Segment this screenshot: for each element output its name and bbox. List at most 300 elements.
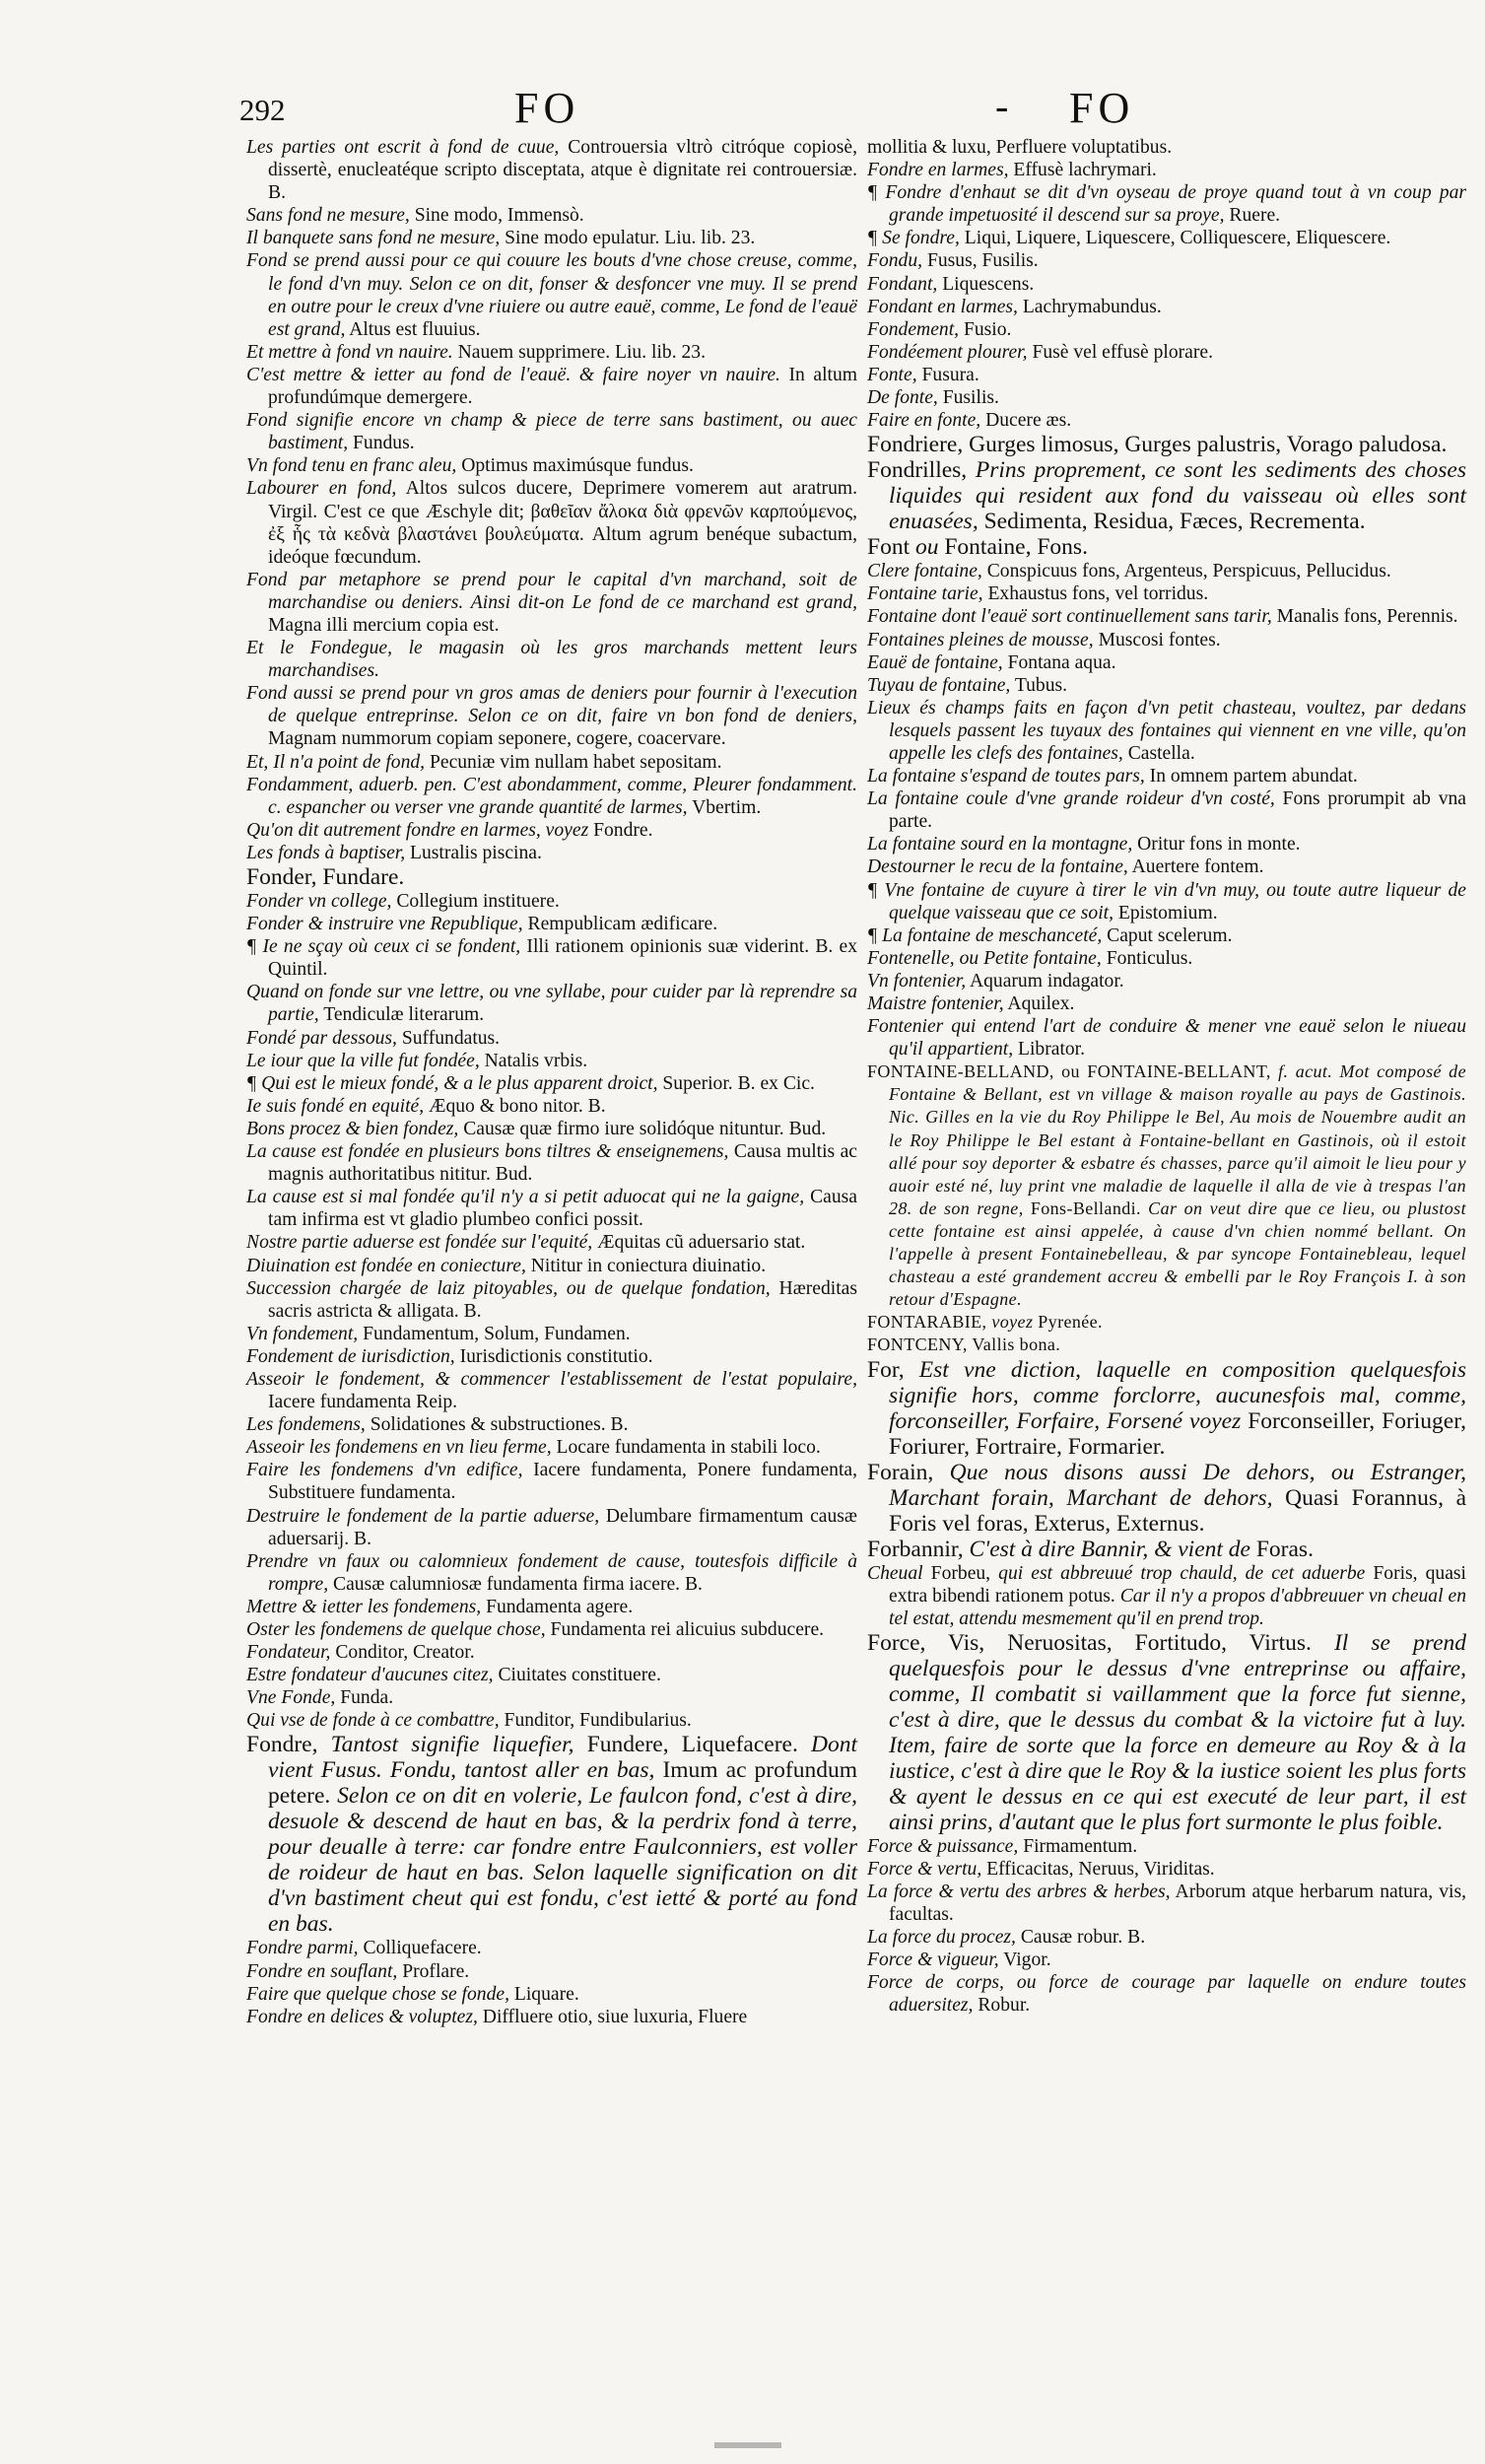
entry-french: Il se prend quelquesfois pour le dessus d'vne entreprinse ou affaire, comme, Il combatit si vaillamment que la force fut sienne, c'est à dire, que le dessus du combat & la victoire fut à luy. Item, faire de sorte que la force en demeure au Roy & à la iustice, c'est à dire que le Roy & la iustice soient les plus forts & ayent le dessus en ce qui est executé de leur part, il est ainsi prins, d'autant que le plus fort surmonte le plus foible. <box>889 1629 1467 1835</box>
dictionary-entry <box>246 1618 857 1641</box>
dictionary-entry <box>867 1835 1466 1858</box>
entry-latin: Pyrenée. <box>1038 1312 1103 1333</box>
dictionary-entry <box>246 864 857 890</box>
entry-latin: Fonticulus. <box>1106 947 1193 969</box>
entry-latin: Fondriere, <box>867 432 964 458</box>
dictionary-entry <box>246 1686 857 1709</box>
entry-french: Fonte, <box>867 364 917 385</box>
entry-latin: Fonder, Fundare. <box>246 864 405 890</box>
entry-latin: Fusè vel effusè plorare. <box>1032 341 1213 363</box>
dictionary-entry <box>867 1858 1466 1881</box>
entry-latin: Iacere fundamenta, Ponere fundamenta, Substituere fundamenta. <box>268 1460 857 1504</box>
dictionary-entry <box>246 1436 857 1459</box>
entry-latin: Vbertim. <box>692 796 762 818</box>
entry-latin: Causa multis ac magnis authoritatibus nititur. Bud. <box>268 1141 857 1186</box>
entry-french: ¶ Qui est le mieux fondé, & a le plus apparent droict, <box>246 1072 658 1094</box>
entry-latin: mollitia & luxu, Perfluere voluptatibus. <box>867 137 1173 158</box>
entry-latin: Funditor, Fundibularius. <box>504 1710 692 1732</box>
entry-latin: Liqui, Liquere, Liquescere, Colliquescere, Eliquescere. <box>964 228 1391 249</box>
entry-french: Fondre en larmes, <box>867 160 1009 181</box>
entry-latin: Nauem supprimere. Liu. lib. 23. <box>457 341 706 363</box>
dictionary-entry <box>867 765 1466 787</box>
entry-french: La cause est fondée en plusieurs bons tiltres & enseignemens, <box>246 1141 729 1163</box>
entry-french: Fontenelle, ou Petite fontaine, <box>867 947 1102 969</box>
entry-french: Labourer en fond, <box>246 478 397 500</box>
dictionary-entry <box>867 697 1466 765</box>
entry-french: Destruire le fondement de la partie aduerse, <box>246 1505 600 1527</box>
entry-latin: Colliquefacere. <box>363 1938 482 1959</box>
entry-latin: Lustralis piscina. <box>410 842 542 863</box>
dictionary-entry <box>867 1630 1466 1835</box>
running-head-right: FO <box>1069 84 1135 132</box>
entry-latin: Forbeu, <box>930 1562 991 1584</box>
entry-french: Dont vient Fusus. Fondu, tantost aller en bas, <box>268 1732 858 1784</box>
entry-latin: Aquarum indagator. <box>969 970 1124 992</box>
entry-latin: Causa tam infirma est vt gladio plumbeo confici possit. <box>268 1187 857 1231</box>
running-head-mark: - <box>995 84 1009 128</box>
entry-latin: Fundamenta agere. <box>486 1596 634 1617</box>
entry-french: Et, Il n'a point de fond, <box>246 751 426 773</box>
dictionary-entry <box>246 1413 857 1436</box>
entry-french: Fondant, <box>867 273 938 295</box>
dictionary-entry <box>246 1641 857 1664</box>
entry-latin: Librator. <box>1018 1039 1086 1061</box>
dictionary-entry <box>246 1937 857 1959</box>
dictionary-entry <box>246 1596 857 1618</box>
dictionary-entry <box>867 1015 1466 1061</box>
dictionary-entry <box>867 181 1466 227</box>
entry-latin: Controuersia vltrò citróque copiosè, dissertè, enucleatéque scripto disceptata, atque è dignitate rei controuersiæ. B. <box>268 137 857 204</box>
dictionary-entry <box>246 341 857 364</box>
entry-latin: FONTARABIE, <box>867 1312 987 1333</box>
dictionary-entry <box>246 1072 857 1095</box>
entry-latin: Illi rationem opinionis suæ viderint. B. ex Quintil. <box>268 936 857 981</box>
dictionary-entry <box>246 1505 857 1550</box>
entry-latin: In altum profundúmque demergere. <box>268 364 858 409</box>
entry-french: C'est à dire Bannir, & vient de <box>969 1536 1250 1562</box>
entry-latin: Sine modo epulatur. Liu. lib. 23. <box>505 228 756 249</box>
dictionary-entry <box>246 751 857 774</box>
dictionary-entry <box>246 1323 857 1345</box>
dictionary-entry <box>246 249 857 340</box>
dictionary-entry <box>246 1277 857 1323</box>
dictionary-entry <box>246 682 857 750</box>
entry-french: Selon ce on dit en volerie, Le faulcon fond, c'est à dire, desuole & descend de haut en bas, & la perdrix fond à terre, pour deualle à terre: car fondre entre Faulconniers, est voller de roideur de haut en bas. Selon laquelle signification on dit d'vn bastiment cheut qui est fondu, c'est ietté & porté au fond en bas. <box>268 1783 857 1938</box>
entry-french: Fondéement plourer, <box>867 341 1028 363</box>
entry-latin: Conditor, Creator. <box>335 1642 475 1664</box>
entry-latin: Foras. <box>1255 1536 1314 1562</box>
entry-french: ¶ Vne fontaine de cuyure à tirer le vin d'vn muy, ou toute autre liqueur de quelque vaisseau que ce soit, <box>867 879 1466 924</box>
dictionary-entry <box>867 651 1466 674</box>
entry-latin: Fons-Bellandi. <box>1030 1198 1141 1218</box>
entry-latin: Magnam nummorum copiam seponere, cogere, coacervare. <box>268 728 726 750</box>
entry-french: Eauë de fontaine, <box>867 651 1003 673</box>
entry-latin: Forain, <box>867 1459 934 1485</box>
entry-latin: Altos sulcos ducere, Deprimere vomerem aut aratrum. Virgil. C'est ce que Æschyle dit; βαθεῖαν ἄλοκα διὰ φρενῶν καρπούμενος, ἐξ ἧς τὰ κεδνὰ βλαστάνει βουλεύματα. Altum agrum benéque subactum, ideóque fœcundum. <box>268 478 858 568</box>
entry-french: Fond signifie encore vn champ & piece de terre sans bastiment, ou auec bastiment, <box>246 410 857 454</box>
entry-french: Bons procez & bien fondez, <box>246 1118 459 1139</box>
entry-french: Vn fond tenu en franc aleu, <box>246 455 457 477</box>
entry-latin: Font <box>867 534 911 561</box>
entry-french: f. acut. Mot composé de Fontaine & Bellant, est vn village & maison royalle au pays de Gastinois. Nic. Gilles en la vie du Roy Philippe le Bel, Au mois de Nouembre audit an le Roy Philippe le Bel estant à Fontaine-bellant en Gastinois, où il estoit allé pour soy deporter & esbatre és chasses, parce qu'il aimoit le lieu pour y auoir esté né, luy print vne maladie de laquelle il alla de vie à trespas l'an 28. de son regne, <box>889 1061 1466 1218</box>
dictionary-entry <box>867 1061 1466 1311</box>
entry-french: qui est abbreuué trop chauld, de cet aduerbe <box>998 1562 1366 1584</box>
dictionary-entry <box>867 947 1466 970</box>
entry-french: Cheual <box>867 1562 923 1584</box>
entry-french: Fondement, <box>867 318 960 340</box>
dictionary-entry <box>246 935 857 981</box>
left-column <box>246 136 857 2028</box>
dictionary-entry <box>867 1926 1466 1949</box>
entry-latin: Fundamentum, Solum, Fundamen. <box>363 1323 631 1344</box>
entry-latin: Castella. <box>1127 742 1195 764</box>
entry-latin: Hæreditas sacris astricta & alligata. B. <box>268 1277 857 1322</box>
entry-french: Le iour que la ville fut fondée, <box>246 1050 480 1071</box>
entry-french: Fontaines pleines de mousse, <box>867 629 1094 650</box>
dictionary-entry <box>867 159 1466 181</box>
dictionary-entry <box>246 1345 857 1368</box>
page-number: 292 <box>239 93 286 127</box>
entry-latin: Vallis bona. <box>972 1335 1061 1355</box>
dictionary-entry <box>867 582 1466 605</box>
dictionary-entry <box>246 227 857 249</box>
entry-french: La force du procez, <box>867 1927 1016 1949</box>
entry-french: Qui vse de fonde à ce combattre, <box>246 1710 500 1732</box>
entry-french: Vn fontenier, <box>867 970 967 992</box>
dictionary-entry <box>867 1537 1466 1562</box>
dictionary-entry <box>246 1550 857 1596</box>
entry-french: Fondant en larmes, <box>867 296 1018 317</box>
entry-french: Les fondemens, <box>246 1414 366 1436</box>
entry-french: ¶ Fondre d'enhaut se dit d'vn oyseau de proye quand tout à vn coup par grande impetuosité il descend sur sa proye, <box>867 182 1466 227</box>
entry-french: Vne Fonde, <box>246 1687 336 1709</box>
entry-latin: Fons prorumpit ab vna parte. <box>889 788 1466 833</box>
dictionary-entry <box>867 924 1466 947</box>
entry-latin: Fundere, Liquefacere. <box>586 1732 798 1758</box>
entry-french: Sans fond ne mesure, <box>246 205 410 227</box>
entry-french: Faire en fonte, <box>867 410 981 432</box>
entry-latin: Arborum atque herbarum natura, vis, facultas. <box>889 1881 1466 1926</box>
entry-latin: Pecuniæ vim nullam habet sepositam. <box>429 751 722 773</box>
entry-french: Mettre & ietter les fondemens, <box>246 1596 482 1617</box>
entry-french: Prins proprement, ce sont les sediments des choses liquides qui resident aux fond du vaisseau où elles sont enuasées, <box>889 457 1466 535</box>
dictionary-entry <box>246 890 857 913</box>
dictionary-entry <box>867 136 1466 159</box>
entry-french: Estre fondateur d'aucunes citez, <box>246 1665 494 1686</box>
dictionary-entry <box>867 457 1466 534</box>
entry-latin: Effusè lachrymari. <box>1013 160 1157 181</box>
entry-latin: Aquilex. <box>1007 993 1075 1014</box>
entry-latin: Fontana aqua. <box>1007 651 1116 673</box>
entry-latin: Iurisdictionis constitutio. <box>459 1345 653 1367</box>
dictionary-entry <box>246 477 857 568</box>
entry-latin: Delumbare firmamentum causæ aduersarij. B. <box>268 1505 857 1549</box>
entry-french: voyez <box>991 1312 1034 1333</box>
entry-latin: Fundamenta rei alicuius subducere. <box>550 1619 825 1640</box>
dictionary-entry <box>867 1334 1466 1356</box>
entry-latin: Vis, Neruositas, Fortitudo, Virtus. <box>948 1629 1312 1656</box>
entry-latin: Exhaustus fons, vel torridus. <box>987 583 1209 605</box>
entry-latin: FONTCENY, <box>867 1335 968 1355</box>
entry-latin: Natalis vrbis. <box>484 1050 588 1071</box>
entry-french: Fond par metaphore se prend pour le capital d'vn marchand, soit de marchandise ou deniers. Ainsi dit-on Le fond de ce marchand est grand, <box>246 569 857 613</box>
entry-latin: Ducere æs. <box>985 410 1072 432</box>
dictionary-entry <box>246 1983 857 2006</box>
entry-french: Force & vigueur, <box>867 1950 999 1971</box>
entry-french: Fonder vn college, <box>246 891 392 912</box>
entry-latin: Force, <box>867 1629 926 1656</box>
dictionary-entry <box>867 1460 1466 1537</box>
dictionary-entry <box>867 364 1466 386</box>
right-column <box>867 136 1466 2018</box>
entry-latin: Liquare. <box>513 1983 579 2005</box>
entry-french: Et mettre à fond vn nauire. <box>246 341 453 363</box>
dictionary-entry <box>867 432 1466 457</box>
entry-french: Tuyau de fontaine, <box>867 674 1011 696</box>
entry-french: Et le Fondegue, le magasin où les gros marchands mettent leurs marchandises. <box>246 638 857 682</box>
entry-latin: Imum ac profundum petere. <box>268 1757 857 1810</box>
dictionary-entry <box>867 273 1466 296</box>
entry-latin: Lachrymabundus. <box>1022 296 1162 317</box>
dictionary-entry <box>246 913 857 935</box>
entry-french: Maistre fontenier, <box>867 993 1004 1014</box>
entry-french: La cause est si mal fondée qu'il n'y a si petit aduocat qui ne la gaigne, <box>246 1187 805 1208</box>
dictionary-entry <box>867 992 1466 1015</box>
entry-french: Fondre en delices & voluptez, <box>246 2006 478 2027</box>
entry-french: Lieux és champs faits en façon d'vn petit chasteau, voultez, par dedans lesquels passent les tuyaux des fontaines qui viennent en vne ville, qu'on appelle les clefs des fontaines, <box>867 697 1466 764</box>
entry-latin: Fusura. <box>921 364 979 385</box>
entry-latin: Vigor. <box>1003 1950 1051 1971</box>
entry-french: Fond se prend aussi pour ce qui couure les bouts d'vne chose creuse, comme, le fond d'vn muy. Selon ce on dit, fonser & desfoncer vne muy. Il se prend en outre pour le creux d'vne riuiere ou autre eauë, comme, Le fond de l'eauë est grand, <box>246 250 857 340</box>
entry-french: Asseoir le fondement, & commencer l'establissement de l'estat populaire, <box>246 1368 857 1390</box>
dictionary-entry <box>867 318 1466 341</box>
entry-french: Force & puissance, <box>867 1835 1019 1857</box>
dictionary-entry <box>246 1368 857 1413</box>
entry-latin: Gurges limosus, Gurges palustris, Vorago paludosa. <box>969 432 1448 458</box>
entry-french: Fond aussi se prend pour vn gros amas de deniers pour fournir à l'execution de quelque entreprinse. Selon ce on dit, faire vn bon fond de deniers, <box>246 683 857 727</box>
dictionary-entry <box>246 1732 857 1937</box>
entry-french: Fonder & instruire vne Republique, <box>246 914 523 935</box>
dictionary-entry <box>246 1095 857 1118</box>
entry-french: Car il n'y a propos d'abbreuuer vn cheual en tel estat, attendu mesmement qu'il en prend trop. <box>889 1585 1466 1629</box>
dictionary-entry <box>867 970 1466 992</box>
entry-french: Tantost signifie liquefier, <box>330 1732 574 1758</box>
dictionary-entry <box>867 1311 1466 1334</box>
dictionary-entry <box>246 774 857 819</box>
entry-latin: In omnem partem abundat. <box>1149 766 1358 787</box>
entry-latin: For, <box>867 1356 905 1383</box>
dictionary-entry <box>246 1664 857 1686</box>
dictionary-entry <box>246 1027 857 1050</box>
entry-latin: Forbannir, <box>867 1536 964 1562</box>
dictionary-entry <box>867 1357 1466 1460</box>
entry-french: C'est mettre & ietter au fond de l'eauë. & faire noyer vn nauire. <box>246 364 780 385</box>
entry-french: Fontenier qui entend l'art de conduire & mener vne eauë selon le niueau qu'il appartient, <box>867 1016 1466 1061</box>
entry-french: La force & vertu des arbres & herbes, <box>867 1881 1171 1902</box>
entry-latin: Causæ robur. B. <box>1020 1927 1146 1949</box>
bottom-printer-mark <box>714 2442 781 2448</box>
dictionary-entry <box>246 637 857 682</box>
dictionary-entry <box>246 1960 857 1983</box>
entry-french: Quand on fonde sur vne lettre, ou vne syllabe, pour cuider par là reprendre sa partie, <box>246 982 857 1026</box>
entry-latin: Oritur fons in monte. <box>1137 834 1301 856</box>
entry-french: Clere fontaine, <box>867 561 982 582</box>
dictionary-entry <box>246 1118 857 1140</box>
entry-latin: Ciuitates constituere. <box>498 1665 661 1686</box>
entry-french: Fondamment, aduerb. pen. C'est abondamment, comme, Pleurer fondamment. c. espancher ou verser vne grande quantité de larmes, <box>246 774 857 818</box>
entry-french: Faire les fondemens d'vn edifice, <box>246 1460 523 1481</box>
entry-french: ou <box>914 534 939 561</box>
entry-french: Oster les fondemens de quelque chose, <box>246 1619 546 1640</box>
entry-latin: Suffundatus. <box>401 1027 501 1049</box>
entry-french: Force de corps, ou force de courage par laquelle on endure toutes aduersitez, <box>867 1972 1466 2017</box>
entry-latin: Firmamentum. <box>1023 1835 1138 1857</box>
dictionary-entry <box>867 605 1466 628</box>
dictionary-entry <box>867 249 1466 272</box>
entry-latin: Superior. B. ex Cic. <box>662 1072 815 1094</box>
entry-french: Est vne diction, laquelle en composition quelquesfois signifie hors, comme forclorre, aucunesfois mal, comme, forconseiller, Forfaire, Forsené voyez <box>889 1356 1466 1434</box>
entry-french: Diuination est fondée en coniecture, <box>246 1255 526 1276</box>
dictionary-entry <box>867 534 1466 560</box>
dictionary-entry <box>246 136 857 204</box>
entry-french: Nostre partie aduerse est fondée sur l'equité, <box>246 1232 593 1254</box>
entry-latin: FONTAINE-BELLAND, ou FONTAINE-BELLANT, <box>867 1061 1271 1082</box>
entry-latin: Rempublicam ædificare. <box>527 914 718 935</box>
entry-latin: Collegium instituere. <box>396 891 560 912</box>
entry-french: Il banquete sans fond ne mesure, <box>246 228 501 249</box>
dictionary-entry <box>867 879 1466 924</box>
dictionary-entry <box>867 409 1466 432</box>
entry-latin: Tubus. <box>1014 674 1068 696</box>
dictionary-entry <box>246 1140 857 1186</box>
entry-latin: Efficacitas, Neruus, Viriditas. <box>986 1858 1215 1880</box>
dictionary-entry <box>246 1709 857 1732</box>
running-head-left: FO <box>514 84 580 132</box>
entry-french: Les parties ont escrit à fond de cuue, <box>246 137 560 158</box>
entry-latin: Fontaine, Fons. <box>944 534 1088 561</box>
entry-latin: Iacere fundamenta Reip. <box>268 1392 458 1413</box>
dictionary-entry <box>867 341 1466 364</box>
entry-latin: Robur. <box>978 1995 1031 2017</box>
dictionary-entry <box>867 1971 1466 2017</box>
entry-latin: Quasi Forannus, à Foris vel foras, Exterus, Externus. <box>889 1484 1467 1537</box>
dictionary-entry <box>246 569 857 637</box>
entry-french: Fondu, <box>867 250 923 272</box>
entry-french: De fonte, <box>867 387 938 409</box>
entry-french: ¶ Ie ne sçay où ceux ci se fondent, <box>246 936 521 958</box>
entry-latin: Locare fundamenta in stabili loco. <box>556 1437 821 1459</box>
entry-french: Vn fondement, <box>246 1323 359 1344</box>
entry-french: La fontaine s'espand de toutes pars, <box>867 766 1145 787</box>
entry-latin: Causæ calumniosæ fundamenta firma iacere. B. <box>333 1573 703 1595</box>
entry-latin: Altus est fluuius. <box>349 318 481 340</box>
entry-french: Asseoir les fondemens en vn lieu ferme, <box>246 1437 552 1459</box>
entry-latin: Forconseiller, Foriuger, Foriurer, Fortraire, Formarier. <box>889 1407 1467 1460</box>
entry-french: Fondateur, <box>246 1642 331 1664</box>
entry-latin: Causæ quæ firmo iure solidóque nituntur. Bud. <box>463 1118 827 1139</box>
dictionary-entry <box>867 386 1466 409</box>
entry-latin: Sedimenta, Residua, Fæces, Recrementa. <box>983 509 1366 535</box>
dictionary-entry <box>867 1881 1466 1926</box>
entry-french: La fontaine coule d'vne grande roideur d'vn costé, <box>867 788 1275 810</box>
entry-french: Faire que quelque chose se fonde, <box>246 1983 509 2005</box>
entry-french: Succession chargée de laiz pitoyables, ou de quelque fondation, <box>246 1277 771 1299</box>
entry-french: Car on veut dire que ce lieu, ou plustost cette fontaine est ainsi appelée, à cause d'vn chien nommé bellant. On l'appelle à present Fontainebelleau, & par syncope Fontainebleau, lequel chasteau a esté grandement accreu & embelli par le Roy François I. à son retour d'Espagne. <box>889 1198 1466 1310</box>
entry-latin: Ruere. <box>1229 205 1281 227</box>
dictionary-entry <box>867 227 1466 249</box>
entry-latin: Fusio. <box>963 318 1012 340</box>
page-header <box>0 83 1485 142</box>
entry-latin: Fondre. <box>593 819 653 841</box>
dictionary-entry <box>867 1949 1466 1971</box>
dictionary-entry <box>867 787 1466 833</box>
entry-latin: Auertere fontem. <box>1131 856 1264 878</box>
dictionary-entry <box>867 674 1466 697</box>
dictionary-entry <box>246 364 857 409</box>
dictionary-entry <box>867 1562 1466 1630</box>
dictionary-entry <box>246 1186 857 1231</box>
entry-latin: Proflare. <box>402 1960 470 1982</box>
entry-latin: Optimus maximúsque fundus. <box>461 455 694 477</box>
entry-latin: Liquescens. <box>942 273 1035 295</box>
dictionary-entry <box>867 856 1466 878</box>
entry-latin: Epistomium. <box>1117 902 1218 924</box>
entry-french: Les fonds à baptiser, <box>246 842 406 863</box>
dictionary-entry <box>246 1050 857 1072</box>
entry-latin: Funda. <box>340 1687 394 1709</box>
entry-latin: Diffluere otio, siue luxuria, Fluere <box>482 2006 748 2027</box>
dictionary-entry <box>246 409 857 454</box>
entry-french: Prendre vn faux ou calomnieux fondement de cause, toutesfois difficile à rompre, <box>246 1550 857 1595</box>
dictionary-entry <box>246 842 857 864</box>
dictionary-entry <box>246 819 857 842</box>
entry-french: Fondre en souflant, <box>246 1960 398 1982</box>
entry-latin: Fundus. <box>353 433 415 454</box>
entry-latin: Caput scelerum. <box>1107 924 1233 946</box>
entry-french: Fontaine tarie, <box>867 583 983 605</box>
entry-french: Force & vertu, <box>867 1858 982 1880</box>
dictionary-entry <box>867 296 1466 318</box>
dictionary-entry <box>246 1231 857 1254</box>
entry-latin: Fondre, <box>246 1732 318 1758</box>
dictionary-entry <box>867 629 1466 651</box>
dictionary-entry <box>867 833 1466 856</box>
entry-latin: Æquo & bono nitor. B. <box>429 1095 606 1117</box>
entry-french: Fondé par dessous, <box>246 1027 397 1049</box>
dictionary-entry <box>246 204 857 227</box>
entry-french: ¶ Se fondre, <box>867 228 960 249</box>
dictionary-entry <box>246 454 857 477</box>
entry-french: Que nous disons aussi De dehors, ou Estranger, Marchant forain, Marchant de dehors, <box>889 1459 1466 1511</box>
entry-french: Fondement de iurisdiction, <box>246 1345 455 1367</box>
entry-latin: Magna illi mercium copia est. <box>268 614 500 636</box>
entry-french: Fontaine dont l'eauë sort continuellement sans tarir, <box>867 606 1272 628</box>
entry-latin: Tendiculæ literarum. <box>323 1004 485 1026</box>
entry-latin: Sine modo, Immensò. <box>414 205 584 227</box>
dictionary-entry <box>867 560 1466 582</box>
entry-french: ¶ La fontaine de meschanceté, <box>867 924 1103 946</box>
entry-french: Destourner le recu de la fontaine, <box>867 856 1128 878</box>
dictionary-entry <box>246 1459 857 1504</box>
entry-french: Qu'on dit autrement fondre en larmes, voyez <box>246 819 589 841</box>
entry-latin: Fusilis. <box>942 387 999 409</box>
entry-latin: Æquitas cũ aduersario stat. <box>597 1232 806 1254</box>
entry-latin: Foris, quasi extra bibendi rationem potus. <box>889 1562 1466 1607</box>
dictionary-entry <box>246 1255 857 1277</box>
dictionary-entry <box>246 981 857 1026</box>
entry-latin: Fusus, Fusilis. <box>926 250 1039 272</box>
entry-latin: Solidationes & substructiones. B. <box>370 1414 629 1436</box>
